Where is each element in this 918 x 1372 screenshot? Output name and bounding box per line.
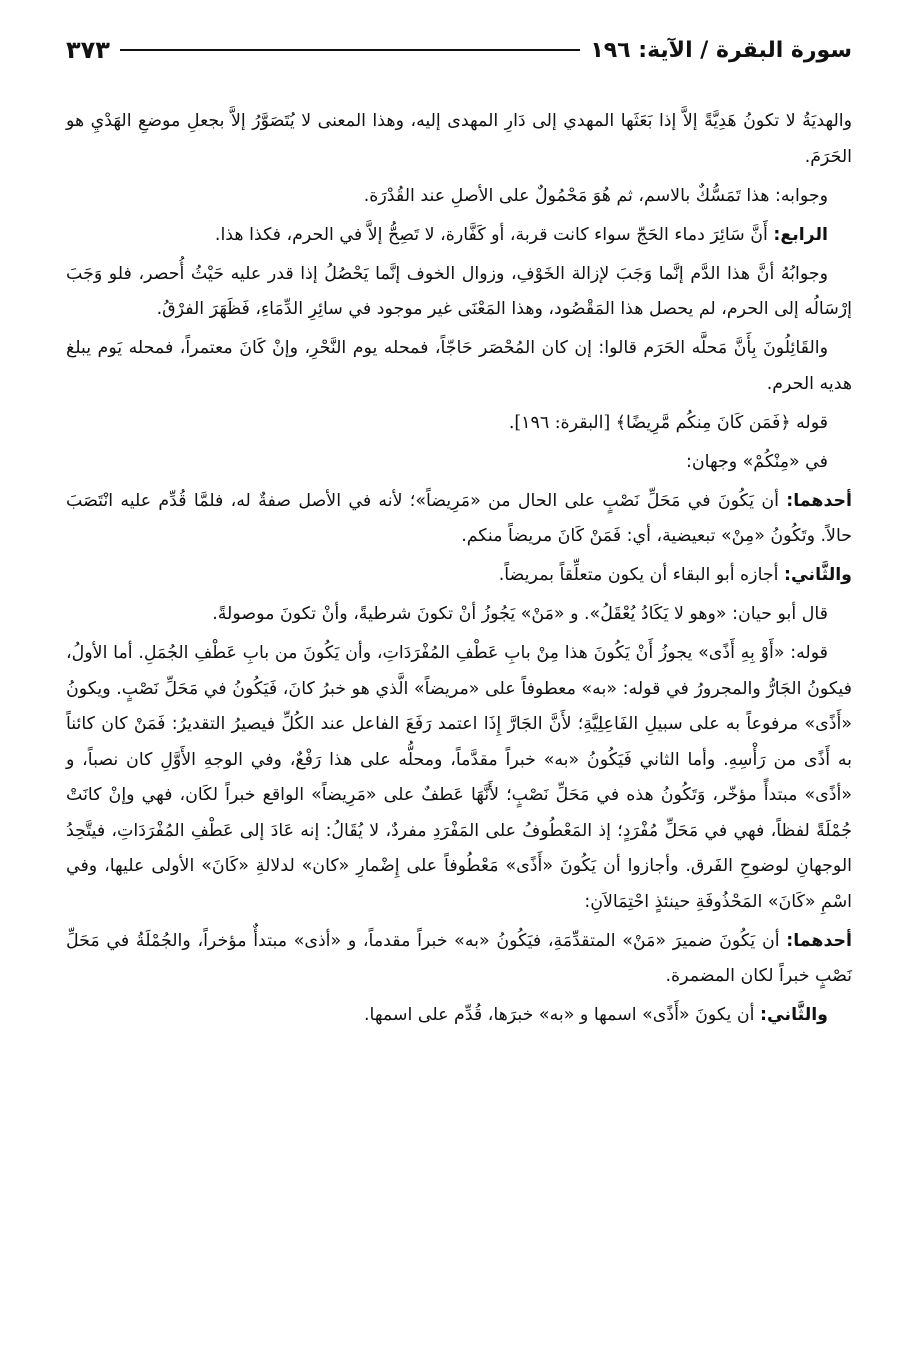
paragraph-text: وجوابُهُ أنَّ هذا الدَّم إنَّما وَجَبَ لإزالة الخَوْفِ، وزوال الخوف إنَّما يَحْصُلُ إذا قدر عليه حَيْثُ أُحصر، فلو وَجَبَ إرْسَالُه إلى الحرم، لم يحصل هذا المَقْصُود، وهذا المَعْنَى غير موجود في سائِرِ الدِّمَاءِ، فَظَهَرَ الفرْقُ. [66, 263, 852, 319]
paragraph-text: أن يَكُونَ ضميرَ «مَنْ» المتقدِّمَةِ، فيَكُونُ «به» خبراً مقدماً، و «أذى» مبتدأٌ مؤخراً، والجُمْلَةُ في مَحَلِّ نَصْبٍ خبراً لكان المضمرة. [66, 930, 852, 986]
paragraph-text: قوله: «أَوْ بِهِ أَذًى» يجوزُ أَنْ يَكُونَ هذا مِنْ بابِ عَطْفِ المُفْرَدَاتِ، وأن يَكُونَ من بابِ عَطْفِ الجُمَلِ. أما الأولُ، فيكونُ الجَارُّ والمجرورُ في قوله: «به» معطوفاً على «مريضاً» الَّذي هو خبرُ كانَ، فَيَكُونُ في مَحَلِّ نَصْبٍ. ويكونُ «أَذًى» مرفوعاً به على سبيلِ الفَاعِلِيَّةِ؛ لأَنَّ الجَارَّ إِذَا اعتمد رَفَعَ الفاعل عند الكُلِّ فيصيرُ التقديرُ: فَمَنْ كان كائناً به أَذًى من رَأْسِهِ. وأما الثاني فَيَكُونُ «به» خبراً مقدَّماً، ومحلُّه على هذا رَفْعٌ، وفي الوجهِ الأَوَّلِ كان نصباً، و «أذًى» مبتدأً مؤخّر، وَتَكُونُ هذه في مَحَلِّ نَصْبٍ؛ لأَنَّهَا عَطفٌ على «مَرِيضاً» الواقع خبراً لكَان، فهي وإنْ كانَتْ جُمْلَةً لفظاً، فهي في مَحَلِّ مُفْرَدٍ؛ إذ المَعْطُوفُ على المَفْرَدِ مفردٌ، لا يُقَالُ: إنه عَادَ إلى عَطْفِ المُفْرَدَاتِ، فيتَّحِدُ الوجهانِ لوضوحِ الفَرق. وأجازوا أن يَكُونَ «أَذًى» مَعْطُوفاً على إِضْمارِ «كان» لدلالةِ «كَانَ» الأولى عليها، وفي اسْمِ «كَانَ» المَحْذُوفَةِ حينئذٍ احْتِمَالاَنِ: [66, 643, 852, 912]
paragraph [66, 331, 852, 402]
paragraph [66, 597, 852, 633]
paragraph-text: والهديَةُ لا تكونُ هَدِيَّةً إلاَّ إذا بَعَثَها المهدي إلى دَارِ المهدى إليه، وهذا المعنى لا يُتَصَوَّرُ إلاَّ بجعلِ موضعِ الهَدْيِ هو الحَرَمَ. [66, 111, 852, 167]
paragraph [66, 636, 852, 920]
body-text [66, 104, 852, 1037]
paragraph-text: قال أبو حيان: «وهو لا يَكَادُ يُعْقَلُ». و «مَنْ» يَجُوزُ أنْ تكونَ شرطيةً، وأنْ تكونَ موصولةً. [212, 604, 828, 624]
paragraph [66, 104, 852, 175]
running-title: سورة البقرة / الآية: ١٩٦ [590, 37, 852, 63]
paragraph-text: والقَائِلُونَ بِأَنَّ مَحلَّه الحَرَم قالوا: إن كان المُحْصَر حَاجّاً، فمحله يوم النَّحْرِ، وإنْ كَانَ معتمراً، فمحله يَوم يبلغ هديه الحرم. [66, 338, 852, 394]
paragraph [66, 179, 852, 215]
page-number: ٣٧٣ [66, 36, 110, 64]
paragraph-term: الرابع: [773, 224, 828, 245]
paragraph-text: أَنَّ سَائِرَ دماء الحَجّ سواء كانت قربة، أو كَفَّارة، لا تَصِحُّ إلاَّ في الحرم، فكذا هذا. [214, 224, 774, 245]
paragraph [66, 484, 852, 555]
paragraph-term: والثَّاني: [759, 1005, 828, 1025]
page-header [66, 30, 852, 70]
paragraph-text: في «مِنْكُمْ» وجهان: [686, 451, 828, 472]
paragraph [66, 924, 852, 995]
paragraph-term: أحدهما: [786, 930, 852, 951]
header-rule [120, 49, 580, 51]
paragraph [66, 257, 852, 328]
paragraph [66, 558, 852, 594]
paragraph-term: والثَّاني: [783, 565, 852, 585]
paragraph-text: أن يكونَ «أَذًى» اسمها و «به» خبرَها، قُدِّم على اسمها. [364, 1005, 760, 1025]
paragraph-text: أن يَكُونَ في مَحَلِّ نَصْبٍ على الحال من «مَرِيضاً»؛ لأنه في الأصل صفةٌ له، فلمَّا قُدِّم عليه انْتَصَبَ حالاً. وتَكُونُ «مِنْ» تبعيضية، أي: فَمَنْ كَانَ مريضاً منكم. [66, 490, 852, 546]
paragraph-term: أحدهما: [786, 490, 852, 511]
paragraph-text: أجازه أبو البقاء أن يكون متعلِّقاً بمريضاً. [498, 565, 784, 585]
paragraph [66, 406, 852, 442]
paragraph [66, 445, 852, 481]
paragraph-text: قوله ﴿فَمَن كَانَ مِنكُم مَّرِيضًا﴾ [البقرة: ١٩٦]. [508, 412, 828, 433]
paragraph [66, 998, 852, 1034]
paragraph-text: وجوابه: هذا تَمَسُّكٌ بالاسم، ثم هُوَ مَحْمُولٌ على الأصلِ عند القُدْرَة. [363, 185, 828, 206]
paragraph [66, 218, 852, 254]
